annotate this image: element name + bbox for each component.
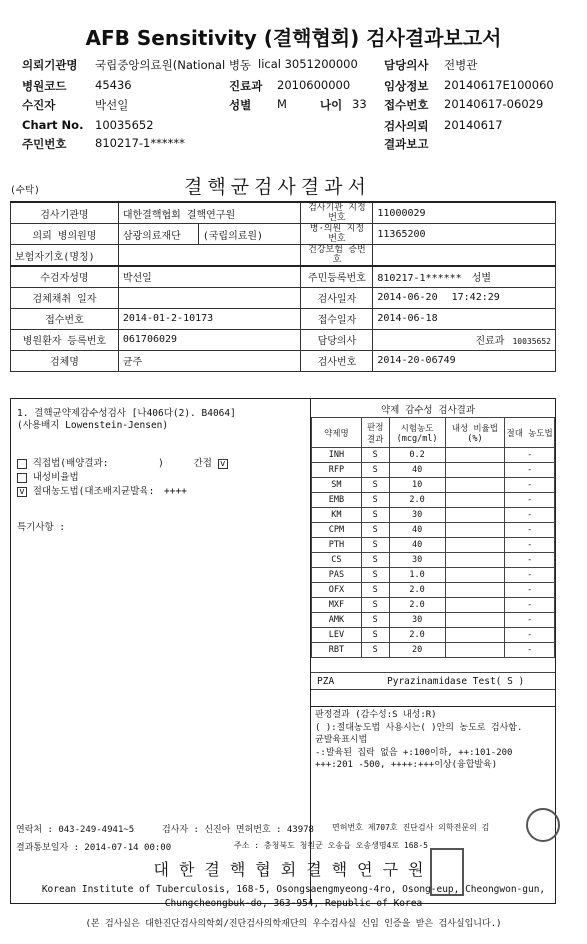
drug-conc: 30 bbox=[389, 613, 445, 628]
drug-ratio bbox=[445, 523, 505, 538]
drug-name: AMK bbox=[312, 613, 362, 628]
drug-ratio bbox=[445, 568, 505, 583]
drug-result: S bbox=[361, 463, 389, 478]
drug-abs: - bbox=[505, 508, 555, 523]
subject-value: 박선일 bbox=[118, 266, 301, 287]
direct-label: 직접법(배양결과: bbox=[32, 458, 109, 469]
drug-result: S bbox=[361, 613, 389, 628]
receipt-label: 접수번호 bbox=[384, 98, 429, 112]
drug-header-name: 약제명 bbox=[312, 418, 362, 448]
chart-label: Chart No. bbox=[22, 118, 84, 132]
drug-result: S bbox=[361, 448, 389, 463]
rcpt-no-label: 접수번호 bbox=[11, 308, 119, 329]
request-value: 20140617 bbox=[444, 118, 503, 132]
drug-conc: 40 bbox=[389, 538, 445, 553]
drug-ratio bbox=[445, 643, 505, 658]
pza-name: PZA bbox=[317, 676, 335, 687]
drug-row bbox=[312, 523, 555, 538]
dept-label: 진료과 bbox=[229, 79, 263, 93]
patient-value: 박선일 bbox=[95, 98, 129, 112]
request-label: 검사의뢰 bbox=[384, 119, 429, 133]
drug-name: KM bbox=[312, 508, 362, 523]
drug-name: CPM bbox=[312, 523, 362, 538]
pza-value: Pyrazinamidase Test( S ) bbox=[387, 676, 525, 687]
lab-name-value: 대한결핵협회 결핵연구원 bbox=[118, 202, 301, 224]
drug-conc: 2.0 bbox=[389, 598, 445, 613]
test-line1-code: [나406다(2). B4064] bbox=[131, 408, 236, 419]
drug-abs: - bbox=[505, 448, 555, 463]
insured-value bbox=[118, 245, 301, 267]
drug-name: CS bbox=[312, 553, 362, 568]
subject-label: 수검자성명 bbox=[11, 266, 119, 287]
direct-close: ) bbox=[158, 458, 164, 469]
patient-label: 수진자 bbox=[22, 98, 56, 112]
exam-time-text: 17:42:29 bbox=[451, 292, 500, 303]
drug-row bbox=[312, 508, 555, 523]
drug-ratio bbox=[445, 493, 505, 508]
drug-name: MXF bbox=[312, 598, 362, 613]
footer-phone: 연락처 : 043-249-4941~5 bbox=[16, 825, 135, 835]
drug-conc: 40 bbox=[389, 523, 445, 538]
requesting-org-label: 의뢰기관명 bbox=[22, 58, 78, 72]
remark-line: -:발육된 집락 없음 +:100이하, ++:101-200 bbox=[315, 747, 513, 758]
lab-name-label: 검사기관명 bbox=[11, 202, 119, 224]
drug-row bbox=[312, 643, 555, 658]
age-label: 나이 bbox=[320, 98, 343, 112]
drug-conc: 0.2 bbox=[389, 448, 445, 463]
drug-conc: 30 bbox=[389, 553, 445, 568]
drug-name: SM bbox=[312, 478, 362, 493]
indirect-label: 간접 bbox=[193, 458, 212, 469]
drug-ratio bbox=[445, 598, 505, 613]
drug-name: OFX bbox=[312, 583, 362, 598]
drug-ratio bbox=[445, 583, 505, 598]
result-report-label: 결과보고 bbox=[384, 137, 429, 151]
drug-name: INH bbox=[312, 448, 362, 463]
lab-no-value: 11000029 bbox=[373, 202, 556, 224]
drug-conc: 2.0 bbox=[389, 628, 445, 643]
drug-abs: - bbox=[505, 583, 555, 598]
drug-result: S bbox=[361, 508, 389, 523]
drug-result: S bbox=[361, 583, 389, 598]
test-line1-text: 1. 결핵균약제감수성검사 bbox=[17, 408, 126, 419]
drug-result: S bbox=[361, 628, 389, 643]
doc-title: 결핵균검사결과서 bbox=[184, 176, 371, 198]
drug-abs: - bbox=[505, 568, 555, 583]
drug-abs: - bbox=[505, 598, 555, 613]
exam-no-value: 2014-20-06749 bbox=[373, 350, 556, 371]
drug-header-ratio: 내성 비율법(%) bbox=[445, 418, 505, 448]
indirect-checkbox[interactable]: v bbox=[218, 459, 228, 469]
drug-row bbox=[312, 568, 555, 583]
drug-abs: - bbox=[505, 628, 555, 643]
drug-result: S bbox=[361, 478, 389, 493]
subject-rrn-value bbox=[373, 266, 556, 287]
remark-line: 판정결과 (감수성:S 내성:R) bbox=[315, 710, 437, 720]
remarks-box bbox=[311, 706, 555, 782]
dept-value: 2010600000 bbox=[277, 78, 351, 92]
drug-abs: - bbox=[505, 478, 555, 493]
req-hosp-note: (국립의료원) bbox=[198, 224, 301, 245]
drug-ratio bbox=[445, 463, 505, 478]
drug-name: PAS bbox=[312, 568, 362, 583]
rrn-value: 810217-1****** bbox=[95, 136, 185, 150]
special-notes-label: 특기사항 : bbox=[17, 522, 66, 533]
scan-dept-value: 10035652 bbox=[512, 337, 551, 346]
drug-name: RBT bbox=[312, 643, 362, 658]
hosp-no-label: 병·의원 지정번호 bbox=[301, 224, 373, 245]
doctor-value: 전병관 bbox=[444, 58, 478, 72]
hospital-code-value: 45436 bbox=[95, 78, 132, 92]
drug-result: S bbox=[361, 568, 389, 583]
hospital-code-label: 병원코드 bbox=[22, 79, 67, 93]
drug-abs: - bbox=[505, 538, 555, 553]
exam-no-label: 검사번호 bbox=[301, 350, 373, 371]
rcpt-date-label: 접수일자 bbox=[301, 308, 373, 329]
drug-abs: - bbox=[505, 553, 555, 568]
drug-result: S bbox=[361, 598, 389, 613]
drug-ratio bbox=[445, 478, 505, 493]
exam-date-label: 검사일자 bbox=[301, 287, 373, 308]
health-no-value bbox=[373, 245, 556, 267]
rcpt-date-value: 2014-06-18 bbox=[373, 308, 556, 329]
drug-conc: 40 bbox=[389, 463, 445, 478]
drug-row bbox=[312, 628, 555, 643]
info-table bbox=[10, 201, 556, 372]
drug-result: S bbox=[361, 538, 389, 553]
drug-abs: - bbox=[505, 613, 555, 628]
report-title: AFB Sensitivity (결핵협회) 검사결과보고서 bbox=[85, 26, 502, 50]
subject-rrn-label: 주민등록번호 bbox=[301, 266, 373, 287]
drug-row bbox=[312, 463, 555, 478]
drug-abs: - bbox=[505, 523, 555, 538]
footer-license: 면허번호 제707호 진단검사 의학전문의 김 bbox=[332, 823, 490, 832]
rcpt-no-value: 2014-01-2-10173 bbox=[118, 308, 301, 329]
hosp-no-value: 11365200 bbox=[373, 224, 556, 245]
remark-line: ( ):절대농도법 사용시는( )안의 농도로 검사함. bbox=[315, 722, 523, 733]
scan-dept-cell bbox=[373, 329, 556, 350]
drug-row bbox=[312, 538, 555, 553]
footer-cert: (본 검사실은 대한진단검사의학회/진단검사의학재단의 우수검사실 신임 인증을 받은 검사실입니다.) bbox=[85, 919, 502, 929]
clinical-info-label: 임상정보 bbox=[384, 79, 429, 93]
drug-conc: 2.0 bbox=[389, 493, 445, 508]
drug-conc: 20 bbox=[389, 643, 445, 658]
drug-header-conc: 시험농도 (mcg/ml) bbox=[389, 418, 445, 448]
drug-result: S bbox=[361, 643, 389, 658]
req-hosp-value: 삼광의료재단 bbox=[118, 224, 198, 245]
exam-date-value bbox=[373, 287, 556, 308]
sex-value: M bbox=[277, 97, 287, 111]
test-line2: (사용배지 Lowenstein-Jensen) bbox=[17, 420, 169, 431]
resist-method bbox=[17, 469, 79, 483]
drug-abs: - bbox=[505, 643, 555, 658]
direct-checkbox[interactable] bbox=[17, 459, 27, 469]
doctor-seal bbox=[526, 808, 560, 842]
hosp-pt-label: 병원환자 등록번호 bbox=[11, 329, 119, 350]
sex-label: 성별 bbox=[229, 98, 252, 112]
drug-header-abs: 절대 농도법 bbox=[505, 418, 555, 448]
remark-line: 균발육표시법 bbox=[315, 735, 368, 745]
collect-value bbox=[118, 287, 301, 308]
drug-conc: 2.0 bbox=[389, 583, 445, 598]
rrn-label: 주민번호 bbox=[22, 137, 67, 151]
drug-name: EMB bbox=[312, 493, 362, 508]
receipt-value: 20140617-06029 bbox=[444, 97, 544, 111]
scan-dept-label: 진료과 bbox=[475, 336, 505, 347]
drug-row bbox=[312, 493, 555, 508]
requesting-org-value: 국립중앙의료원(National 병동 bbox=[95, 58, 252, 72]
hosp-pt-value: 061706029 bbox=[118, 329, 301, 350]
drug-ratio bbox=[445, 538, 505, 553]
abs-value: ++++ bbox=[164, 486, 187, 497]
drug-name: LEV bbox=[312, 628, 362, 643]
age-value: 33 bbox=[352, 97, 367, 111]
insured-label: 보험자기호(명칭) bbox=[11, 245, 119, 267]
health-no-label: 건강보험 증번호 bbox=[301, 245, 373, 267]
abs-checkbox[interactable]: v bbox=[17, 487, 27, 497]
resist-label: 내성비율법 bbox=[32, 472, 79, 483]
drug-abs: - bbox=[505, 493, 555, 508]
footer-notice-date: 결과통보일자 : 2014-07-14 00:00 bbox=[16, 843, 172, 853]
drug-ratio bbox=[445, 613, 505, 628]
drug-row bbox=[312, 478, 555, 493]
abs-method bbox=[17, 483, 187, 497]
drug-ratio bbox=[445, 628, 505, 643]
chart-value: 10035652 bbox=[95, 118, 154, 132]
scan-doctor-label: 담당의사 bbox=[301, 329, 373, 350]
scanned-report bbox=[4, 168, 583, 940]
pza-row bbox=[311, 672, 555, 690]
drug-row bbox=[312, 598, 555, 613]
footer-address-en1: Korean Institute of Tuberculosis, 168-5, Osongsaengmyeong-4ro, Osong-eup, Cheongwon-gun, bbox=[41, 884, 546, 895]
drug-result: S bbox=[361, 553, 389, 568]
drug-abs: - bbox=[505, 463, 555, 478]
footer-institute: 대한결핵협회결핵연구원 bbox=[153, 860, 434, 879]
drug-result: S bbox=[361, 523, 389, 538]
drug-row bbox=[312, 583, 555, 598]
drug-result: S bbox=[361, 493, 389, 508]
subject-sex-label: 성별 bbox=[471, 273, 492, 285]
drug-ratio bbox=[445, 508, 505, 523]
specimen-value: 균주 bbox=[118, 350, 301, 371]
drug-conc: 30 bbox=[389, 508, 445, 523]
ward-value: lical 3051200000 bbox=[258, 57, 358, 71]
clinical-info-value: 20140617E100060 bbox=[444, 78, 554, 92]
footer-examiner: 검사자 : 신진아 면허번호 : 43978 bbox=[162, 825, 314, 835]
exam-date-text: 2014-06-20 bbox=[377, 292, 438, 303]
drug-row bbox=[312, 448, 555, 463]
drug-name: PTH bbox=[312, 538, 362, 553]
doc-type: (수탁) bbox=[10, 185, 40, 196]
specimen-label: 검체명 bbox=[11, 350, 119, 371]
direct-method bbox=[17, 455, 228, 469]
drug-name: RFP bbox=[312, 463, 362, 478]
drug-row bbox=[312, 553, 555, 568]
drug-conc: 10 bbox=[389, 478, 445, 493]
lab-no-label: 검사기관 지정번호 bbox=[301, 202, 373, 224]
doctor-label: 담당의사 bbox=[384, 58, 429, 72]
subject-rrn-text: 810217-1****** bbox=[377, 273, 462, 285]
drug-ratio bbox=[445, 553, 505, 568]
drug-header-result: 판정 결과 bbox=[361, 418, 389, 448]
resist-checkbox[interactable] bbox=[17, 473, 27, 483]
drug-conc: 1.0 bbox=[389, 568, 445, 583]
drug-ratio bbox=[445, 448, 505, 463]
drug-title: 약제 감수성 검사결과 bbox=[381, 405, 476, 416]
footer-address-en2: Chungcheongbuk-do, 363-954, Republic of Korea bbox=[164, 898, 423, 909]
drug-row bbox=[312, 613, 555, 628]
drug-table bbox=[311, 417, 555, 658]
req-hosp-label: 의뢰 병의원명 bbox=[11, 224, 119, 245]
collect-label: 검체채취 일자 bbox=[11, 287, 119, 308]
remark-line: +++:201 -500, ++++:+++이상(융합발육) bbox=[315, 760, 498, 770]
footer-address-kr: 주소 : 충청북도 청원군 오송읍 오송생명4로 168-5 bbox=[234, 841, 428, 850]
abs-label: 절대농도법(대조배지균발육: bbox=[32, 486, 155, 497]
